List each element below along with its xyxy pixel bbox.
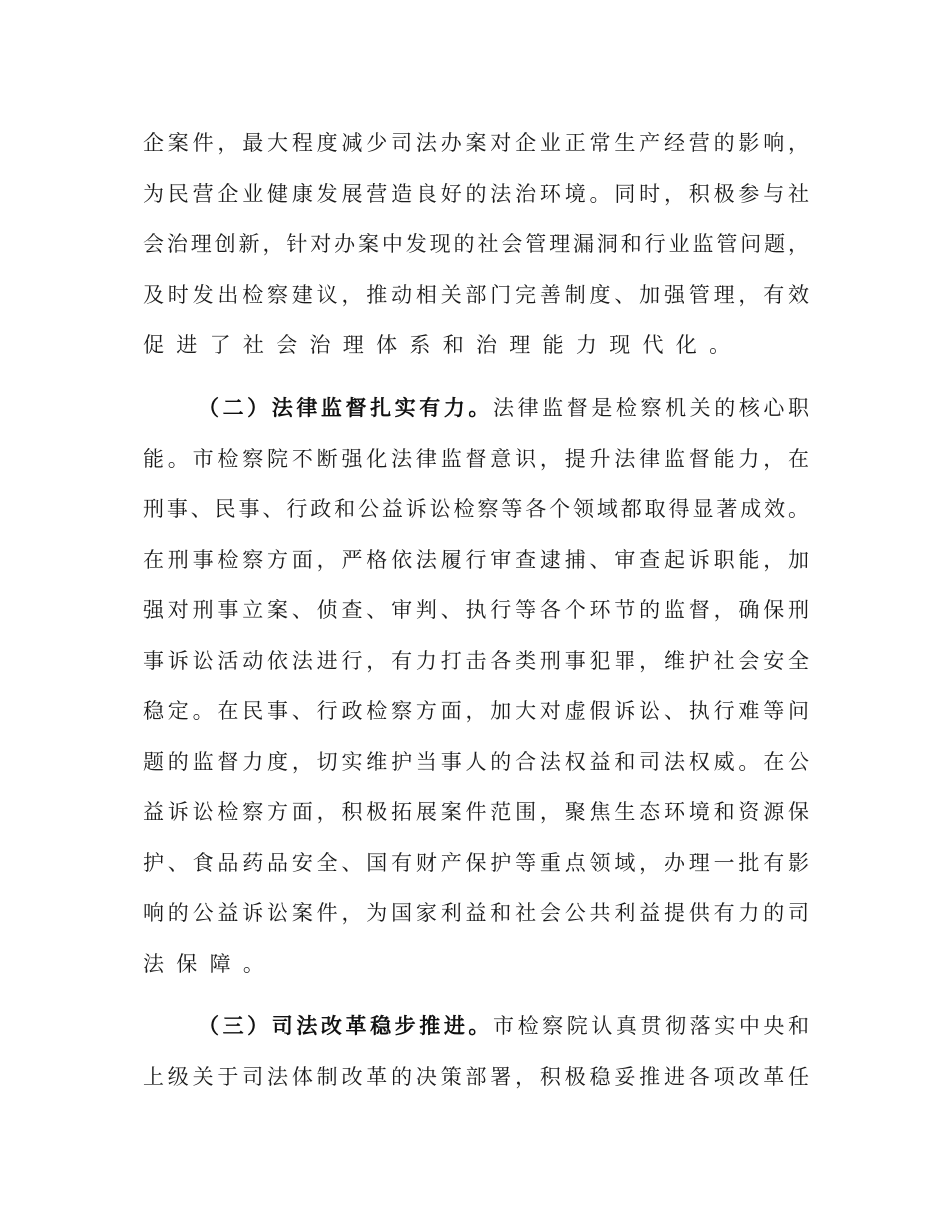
paragraph-2-text-start: 法律监督是检察机关的核心职: [493, 396, 809, 420]
paragraph-1-line-3: 会治理创新，针对办案中发现的社会管理漏洞和行业监管问题，: [143, 232, 809, 256]
section-heading-3: （三）司法改革稳步推进。: [198, 1014, 493, 1038]
paragraph-2-line-2: 能。市检察院不断强化法律监督意识，提升法律监督能力，在: [143, 447, 809, 471]
paragraph-2-line-3: 刑事、民事、行政和公益诉讼检察等各个领域都取得显著成效。: [143, 497, 809, 521]
paragraph-2-line-7: 稳定。在民事、行政检察方面，加大对虚假诉讼、执行难等问: [143, 699, 809, 723]
paragraph-1-line-1: 企案件，最大程度减少司法办案对企业正常生产经营的影响，: [143, 131, 809, 155]
paragraph-1-line-2: 为民营企业健康发展营造良好的法治环境。同时，积极参与社: [143, 182, 809, 206]
paragraph-3-text-start: 市检察院认真贯彻落实中央和: [493, 1014, 809, 1038]
paragraph-3-line-1: [198, 1009, 809, 1043]
paragraph-2-line-6: 事诉讼活动依法进行，有力打击各类刑事犯罪，维护社会安全: [143, 649, 809, 673]
paragraph-2-line-9: 益诉讼检察方面，积极拓展案件范围，聚焦生态环境和资源保: [143, 800, 809, 824]
paragraph-2-line-5: 强对刑事立案、侦查、审判、执行等各个环节的监督，确保刑: [143, 598, 809, 622]
paragraph-2-line-4: 在刑事检察方面，严格依法履行审查逮捕、审查起诉职能，加: [143, 548, 809, 572]
paragraph-2-line-1: [198, 391, 809, 425]
paragraph-1-line-4: 及时发出检察建议，推动相关部门完善制度、加强管理，有效: [143, 283, 809, 307]
paragraph-2-line-11: 响的公益诉讼案件，为国家利益和社会公共利益提供有力的司: [143, 901, 809, 925]
section-heading-2: （二）法律监督扎实有力。: [198, 396, 493, 420]
paragraph-2-line-10: 护、食品药品安全、国有财产保护等重点领域，办理一批有影: [143, 851, 809, 875]
paragraph-3-line-2: 上级关于司法体制改革的决策部署，积极稳妥推进各项改革任: [143, 1065, 809, 1089]
paragraph-2-line-12: 法保障。: [143, 952, 277, 976]
paragraph-1-line-5: 促进了社会治理体系和治理能力现代化。: [143, 333, 743, 357]
paragraph-2-line-8: 题的监督力度，切实维护当事人的合法权益和司法权威。在公: [143, 750, 809, 774]
